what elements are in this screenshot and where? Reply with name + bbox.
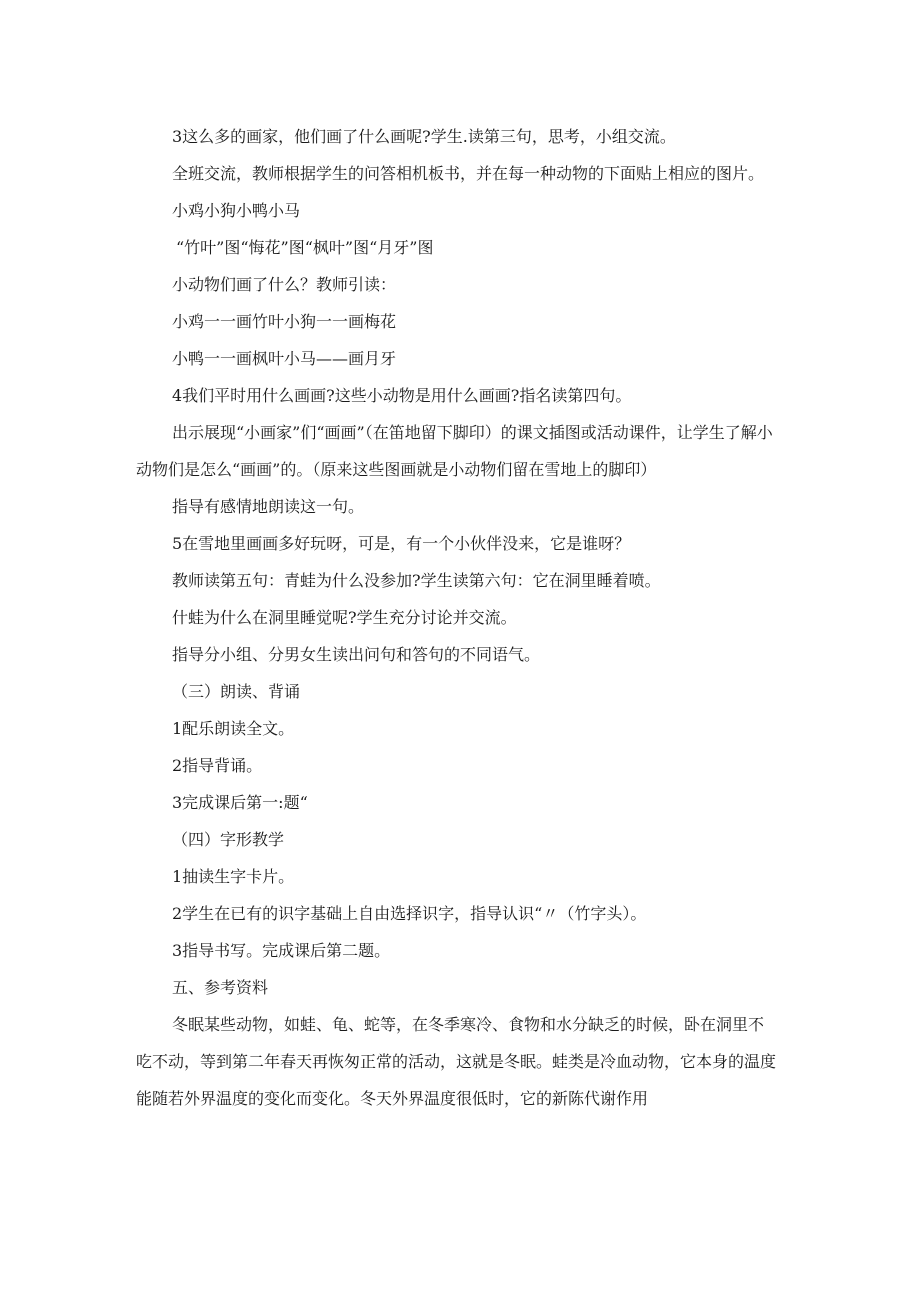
paragraph: 3完成课后第一:题“ <box>172 793 308 812</box>
paragraph: 3这么多的画家，他们画了什么画呢?学生.读第三句，思考，小组交流。 <box>172 127 676 146</box>
paragraph: 什蛙为什么在洞里睡觉呢?学生充分讨论并交流。 <box>172 608 517 627</box>
section-heading: （四）字形教学 <box>172 830 285 849</box>
paragraph: 小动物们画了什么？教师引读： <box>172 275 397 294</box>
paragraph: 教师读第五句：青蛙为什么没参加?学生读第六句：它在洞里睡着喷。 <box>172 571 661 590</box>
paragraph: 4我们平时用什么画画?这些小动物是用什么画画?指名读第四句。 <box>172 386 632 405</box>
paragraph: 2学生在已有的识字基础上自由选择识字，指导认识“〃（竹字头）。 <box>172 904 647 923</box>
paragraph: 小鸡小狗小鸭小马 <box>172 201 301 220</box>
paragraph: 5在雪地里画画多好玩呀，可是，有一个小伙伴没来，它是谁呀？ <box>172 534 631 553</box>
paragraph: 小鸭一一画枫叶小马——画月牙 <box>172 349 397 368</box>
paragraph: 出示展现“小画家”们“画画”（在笛地留下脚印）的课文插图或活动课件，让学生了解小动物们是怎么“画画”的。（原来这些图画就是小动物们留在雪地上的脚印） <box>136 423 773 479</box>
paragraph: “竹叶”图“悔花”图“枫叶”图“月牙”图 <box>176 238 434 257</box>
paragraph: 指导分小组、分男女生读出问句和答句的不同语气。 <box>172 645 541 664</box>
paragraph: 全班交流，教师根据学生的问答相机板书，并在每一种动物的下面贴上相应的图片。 <box>172 164 765 183</box>
document-body <box>136 118 776 1117</box>
paragraph: 1抽读生字卡片。 <box>172 867 295 886</box>
paragraph: 小鸡一一画竹叶小狗一一画梅花 <box>172 312 397 331</box>
paragraph: 冬眠某些动物，如蛙、龟、蛇等，在冬季寒冷、食物和水分缺乏的时候，卧在洞里不吃不动，等到第二年春天再恢匆正常的活动，这就是冬眠。蛙类是冷血动物，它本身的温度能随若外界温度的变化而变化。冬天外界温度很低时，它的新陈代谢作用 <box>136 1015 777 1108</box>
section-heading: 五、参考资料 <box>172 978 269 997</box>
paragraph: 指导有感情地朗读这一句。 <box>172 497 365 516</box>
paragraph: 1配乐朗读全文。 <box>172 719 295 738</box>
section-heading: （三）朗读、背诵 <box>172 682 301 701</box>
paragraph: 3指导书写。完成课后第二题。 <box>172 941 391 960</box>
paragraph: 2指导背诵。 <box>172 756 263 775</box>
